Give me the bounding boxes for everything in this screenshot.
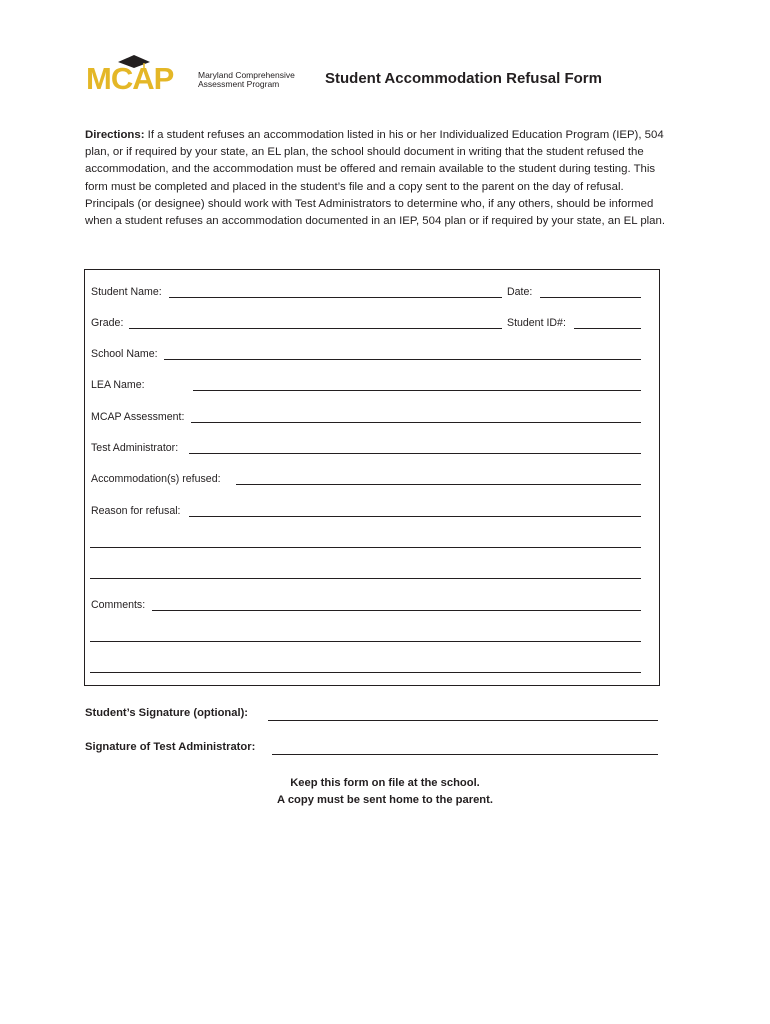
administrator-signature-field[interactable]	[272, 754, 658, 755]
mcap-logo	[86, 56, 296, 98]
student-id-label: Student ID#:	[507, 317, 566, 329]
footer-note-line2: A copy must be sent home to the parent.	[277, 794, 493, 806]
test-administrator-label: Test Administrator:	[91, 442, 179, 454]
grade-label: Grade:	[91, 317, 124, 329]
lea-name-field[interactable]	[193, 390, 641, 391]
comments-line-2[interactable]	[90, 641, 641, 642]
footer-note-line1: Keep this form on file at the school.	[290, 777, 480, 789]
test-administrator-field[interactable]	[189, 453, 641, 454]
directions-paragraph	[85, 127, 667, 230]
mcap-assessment-label: MCAP Assessment:	[91, 411, 185, 423]
student-name-label: Student Name:	[91, 286, 162, 298]
logo-wordmark: MCAP	[86, 61, 174, 96]
student-signature-field[interactable]	[268, 720, 658, 721]
accommodations-refused-field[interactable]	[236, 484, 641, 485]
date-field[interactable]	[540, 297, 641, 298]
page-title: Student Accommodation Refusal Form	[325, 70, 602, 87]
administrator-signature-label: Signature of Test Administrator:	[85, 741, 256, 753]
accommodations-refused-label: Accommodation(s) refused:	[91, 473, 221, 485]
school-name-label: School Name:	[91, 348, 158, 360]
directions-text: If a student refuses an accommodation listed in his or her Individualized Education Program (IEP), 504 plan, or if required by your state, an EL plan, the school should document in writing that the student refused the accommodation, and the accommodation must be offered and remain available to the student during testing. This form must be completed and placed in the student’s file and a copy sent to the parent on the day of refusal. Principals (or designee) should work with Test Administrators to determine who, if any others, should be informed when a student refuses an accommodation documented in an IEP, 504 plan or if required by your state, an EL plan.	[85, 129, 666, 228]
logo-subtitle	[198, 71, 295, 89]
student-id-field[interactable]	[574, 328, 641, 329]
form-box	[84, 269, 660, 686]
lea-name-label: LEA Name:	[91, 379, 145, 391]
date-label: Date:	[507, 286, 533, 298]
student-signature-label: Student’s Signature (optional):	[85, 707, 249, 719]
logo-subtitle-line1: Maryland Comprehensive	[198, 70, 295, 80]
reason-for-refusal-label: Reason for refusal:	[91, 505, 181, 517]
school-name-field[interactable]	[164, 359, 641, 360]
reason-for-refusal-line-3[interactable]	[90, 578, 641, 579]
reason-for-refusal-field[interactable]	[189, 516, 641, 517]
comments-field[interactable]	[152, 610, 641, 611]
student-name-field[interactable]	[169, 297, 502, 298]
grade-field[interactable]	[129, 328, 502, 329]
logo-subtitle-line2: Assessment Program	[198, 79, 280, 89]
reason-for-refusal-line-2[interactable]	[90, 547, 641, 548]
comments-label: Comments:	[91, 599, 146, 611]
comments-line-3[interactable]	[90, 672, 641, 673]
mcap-assessment-field[interactable]	[191, 422, 641, 423]
directions-label: Directions:	[85, 129, 145, 141]
